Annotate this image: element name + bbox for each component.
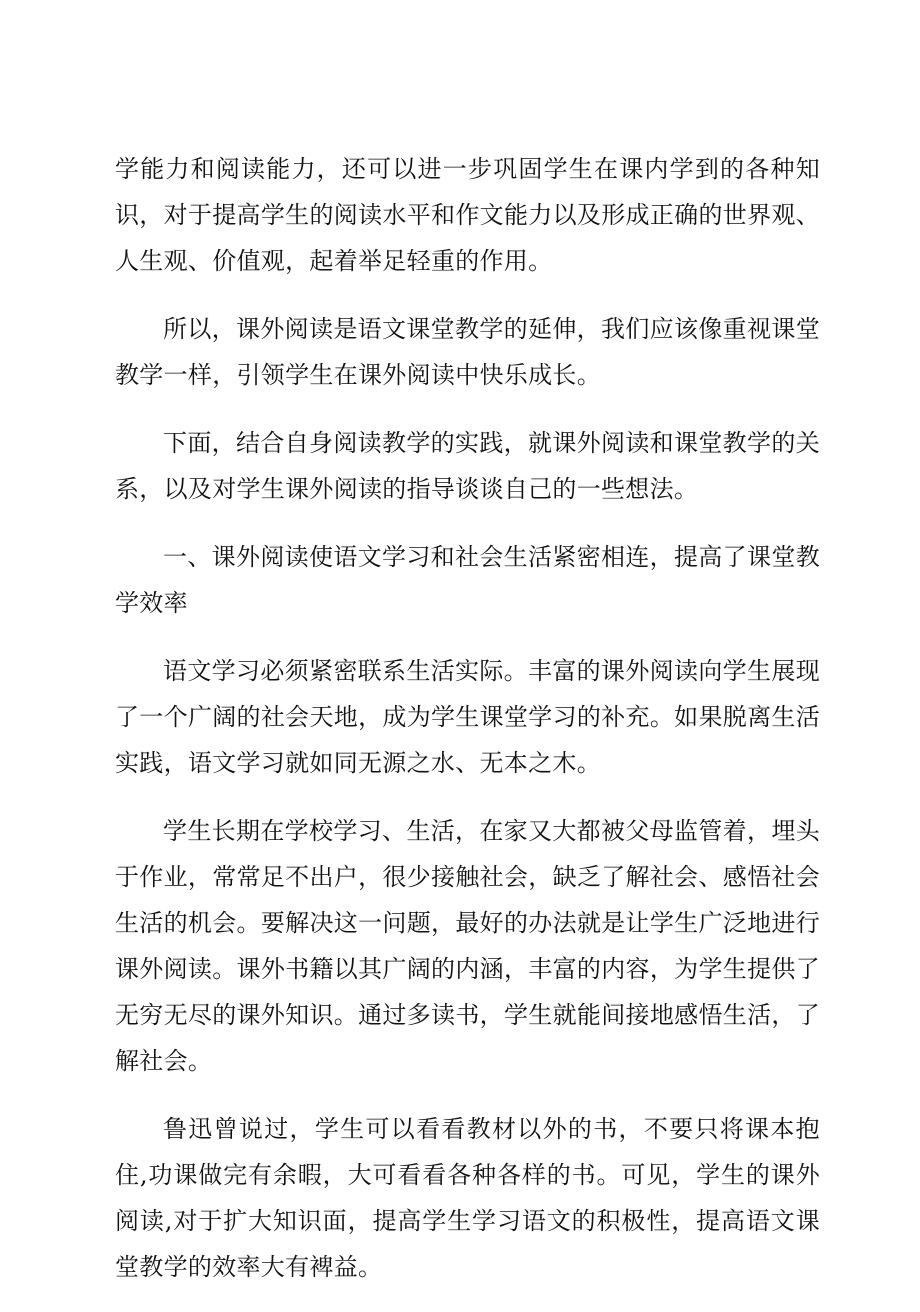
document-body bbox=[115, 146, 820, 1312]
paragraph-life-connection: 语文学习必须紧密联系生活实际。丰富的课外阅读向学生展现了一个广阔的社会天地，成为学生课堂学习的补充。如果脱离生活实践，语文学习就如同无源之水、无本之木。 bbox=[115, 657, 820, 777]
paragraph-continuation: 学能力和阅读能力，还可以进一步巩固学生在课内学到的各种知识，对于提高学生的阅读水平和作文能力以及形成正确的世界观、人生观、价值观，起着举足轻重的作用。 bbox=[115, 155, 820, 275]
paragraph-intro: 下面，结合自身阅读教学的实践，就课外阅读和课堂教学的关系，以及对学生课外阅读的指导谈谈自己的一些想法。 bbox=[115, 429, 820, 503]
paragraph-lu-xun-quote: 鲁迅曾说过，学生可以看看教材以外的书，不要只将课本抱住,功课做完有余暇，大可看看各种各样的书。可见，学生的课外阅读,对于扩大知识面，提高学生学习语文的积极性，提高语文课堂教学的效率大有裨益。 bbox=[115, 1115, 820, 1281]
paragraph-extension: 所以，课外阅读是语文课堂教学的延伸，我们应该像重视课堂教学一样，引领学生在课外阅读中快乐成长。 bbox=[115, 315, 820, 389]
section-heading-1: 一、课外阅读使语文学习和社会生活紧密相连，提高了课堂教学效率 bbox=[115, 543, 820, 617]
paragraph-students-life: 学生长期在学校学习、生活，在家又大都被父母监管着，埋头于作业，常常足不出户，很少接触社会，缺乏了解社会、感悟社会生活的机会。要解决这一问题，最好的办法就是让学生广泛地进行课外阅读。课外书籍以其广阔的内涵，丰富的内容，为学生提供了无穷无尽的课外知识。通过多读书，学生就能间接地感悟生活，了解社会。 bbox=[115, 817, 820, 1075]
